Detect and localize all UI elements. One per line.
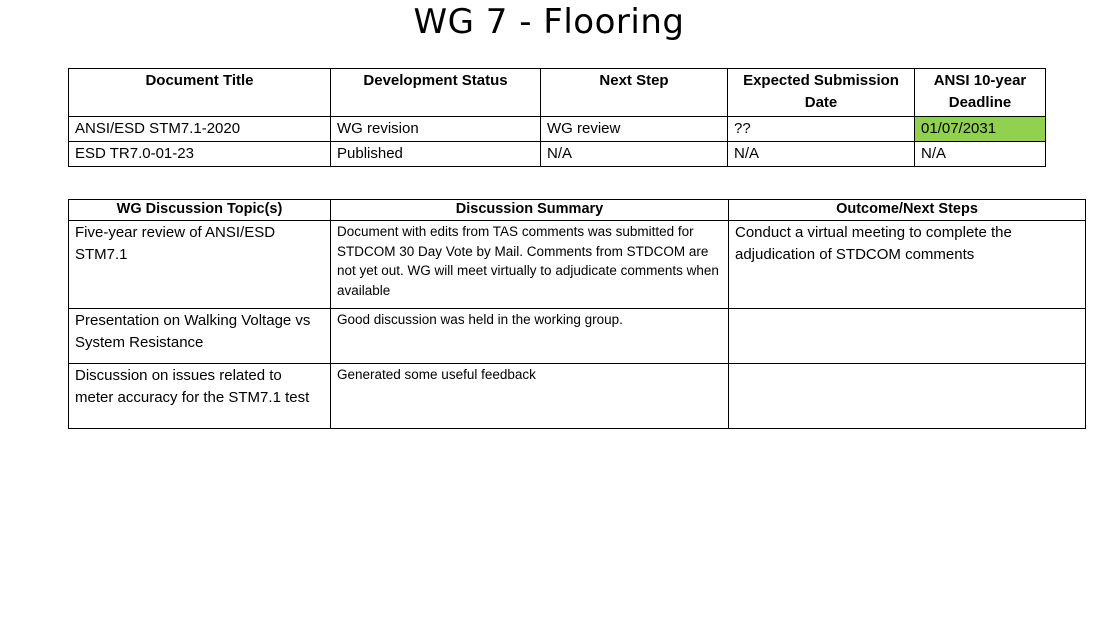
topic-cell: Discussion on issues related to meter accuracy for the STM7.1 test bbox=[69, 364, 331, 429]
next-step-cell: N/A bbox=[541, 142, 728, 167]
expected-submission-date-cell: N/A bbox=[728, 142, 915, 167]
next-step-cell: WG review bbox=[541, 117, 728, 142]
ansi-deadline-cell: 01/07/2031 bbox=[915, 117, 1046, 142]
discussion-table bbox=[68, 199, 1086, 429]
topic-cell: Presentation on Walking Voltage vs System Resistance bbox=[69, 309, 331, 364]
documents-table bbox=[68, 68, 1046, 167]
summary-cell: Good discussion was held in the working group. bbox=[331, 309, 729, 364]
document-title-cell: ANSI/ESD STM7.1-2020 bbox=[69, 117, 331, 142]
outcome-cell bbox=[729, 309, 1086, 364]
summary-cell: Generated some useful feedback bbox=[331, 364, 729, 429]
development-status-cell: WG revision bbox=[331, 117, 541, 142]
topic-cell: Five-year review of ANSI/ESD STM7.1 bbox=[69, 221, 331, 309]
table-row bbox=[69, 309, 1086, 364]
expected-submission-date-cell: ?? bbox=[728, 117, 915, 142]
header-document-title: Document Title bbox=[69, 69, 331, 117]
page-title: WG 7 - Flooring bbox=[413, 2, 685, 42]
header-expected-submission-date: Expected Submission Date bbox=[728, 69, 915, 117]
header-outcome-next-steps: Outcome/Next Steps bbox=[729, 200, 1086, 221]
table-row bbox=[69, 364, 1086, 429]
table-row bbox=[69, 117, 1046, 142]
header-development-status: Development Status bbox=[331, 69, 541, 117]
header-ansi-deadline: ANSI 10-year Deadline bbox=[915, 69, 1046, 117]
outcome-cell: Conduct a virtual meeting to complete the adjudication of STDCOM comments bbox=[729, 221, 1086, 309]
documents-header-row bbox=[69, 69, 1046, 117]
ansi-deadline-cell: N/A bbox=[915, 142, 1046, 167]
summary-cell: Document with edits from TAS comments was submitted for STDCOM 30 Day Vote by Mail. Comments from STDCOM are not yet out. WG will meet virtually to adjudicate comments when available bbox=[331, 221, 729, 309]
outcome-cell bbox=[729, 364, 1086, 429]
header-discussion-summary: Discussion Summary bbox=[331, 200, 729, 221]
header-discussion-topic: WG Discussion Topic(s) bbox=[69, 200, 331, 221]
discussion-header-row bbox=[69, 200, 1086, 221]
table-row bbox=[69, 221, 1086, 309]
header-next-step: Next Step bbox=[541, 69, 728, 117]
table-row bbox=[69, 142, 1046, 167]
document-title-cell: ESD TR7.0-01-23 bbox=[69, 142, 331, 167]
development-status-cell: Published bbox=[331, 142, 541, 167]
